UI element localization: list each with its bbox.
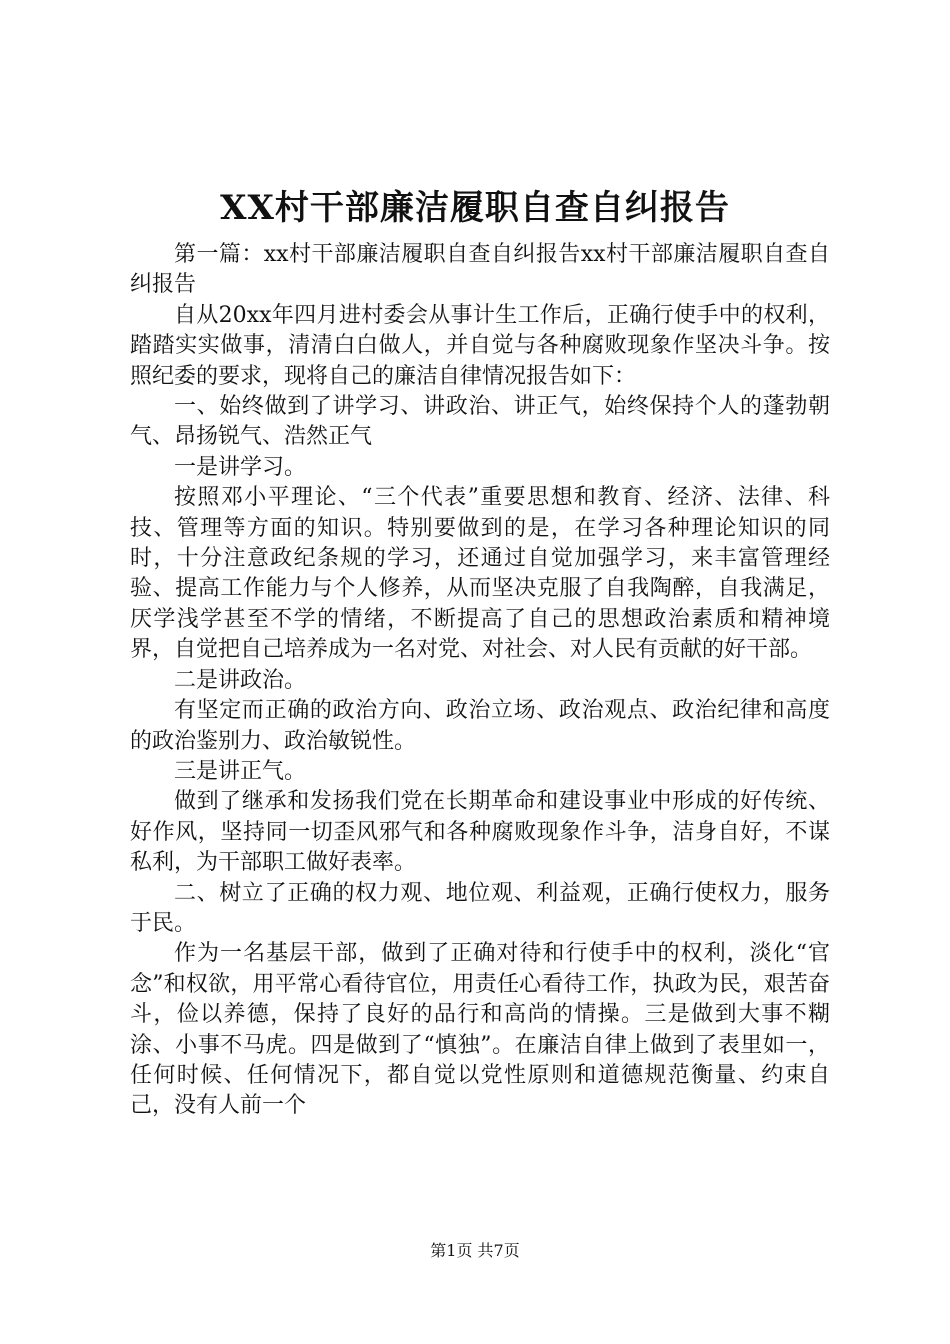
paragraph: 二是讲政治。 bbox=[174, 667, 307, 693]
paragraph: 一、始终做到了讲学习、讲政治、讲正气，始终保持个人的蓬勃朝气、昂扬锐气、浩然正气 bbox=[130, 394, 830, 450]
paragraph: 做到了继承和发扬我们党在长期革命和建设事业中形成的好传统、好作风，坚持同一切歪风邪气和各种腐败现象作斗争，洁身自好，不谋私利，为干部职工做好表率。 bbox=[130, 789, 830, 876]
paragraph: 自从20xx年四月进村委会从事计生工作后，正确行使手中的权利，踏踏实实做事，清清白白做人，并自觉与各种腐败现象作坚决斗争。按照纪委的要求，现将自己的廉洁自律情况报告如下： bbox=[130, 302, 830, 389]
document-body bbox=[130, 240, 830, 1122]
paragraph: 一是讲学习。 bbox=[174, 454, 307, 480]
paragraph: 第一篇：xx村干部廉洁履职自查自纠报告xx村干部廉洁履职自查自纠报告 bbox=[130, 242, 830, 298]
paragraph: 按照邓小平理论、“三个代表”重要思想和教育、经济、法律、科技、管理等方面的知识。特别要做到的是，在学习各种理论知识的同时，十分注意政纪条规的学习，还通过自觉加强学习，来丰富管理经验、提高工作能力与个人修养，从而坚决克服了自我陶醉，自我满足，厌学浅学甚至不学的情绪，不断提高了自己的思想政治素质和精神境界，自觉把自己培养成为一名对党、对社会、对人民有贡献的好干部。 bbox=[130, 485, 830, 663]
paragraph: 三是讲正气。 bbox=[174, 758, 307, 784]
paragraph: 有坚定而正确的政治方向、政治立场、政治观点、政治纪律和高度的政治鉴别力、政治敏锐性。 bbox=[130, 698, 830, 754]
paragraph: 作为一名基层干部，做到了正确对待和行使手中的权利，淡化“官念”和权欲，用平常心看待官位，用责任心看待工作，执政为民，艰苦奋斗，俭以养德，保持了良好的品行和高尚的情操。三是做到大事不糊涂、小事不马虎。四是做到了“慎独”。在廉洁自律上做到了表里如一，任何时候、任何情况下，都自觉以党性原则和道德规范衡量、约束自己，没有人前一个 bbox=[130, 941, 830, 1119]
page-number: 第1页 共7页 bbox=[430, 1241, 520, 1260]
document-title: XX村干部廉洁履职自查自纠报告 bbox=[220, 188, 730, 228]
paragraph: 二、树立了正确的权力观、地位观、利益观，正确行使权力，服务于民。 bbox=[130, 880, 830, 936]
